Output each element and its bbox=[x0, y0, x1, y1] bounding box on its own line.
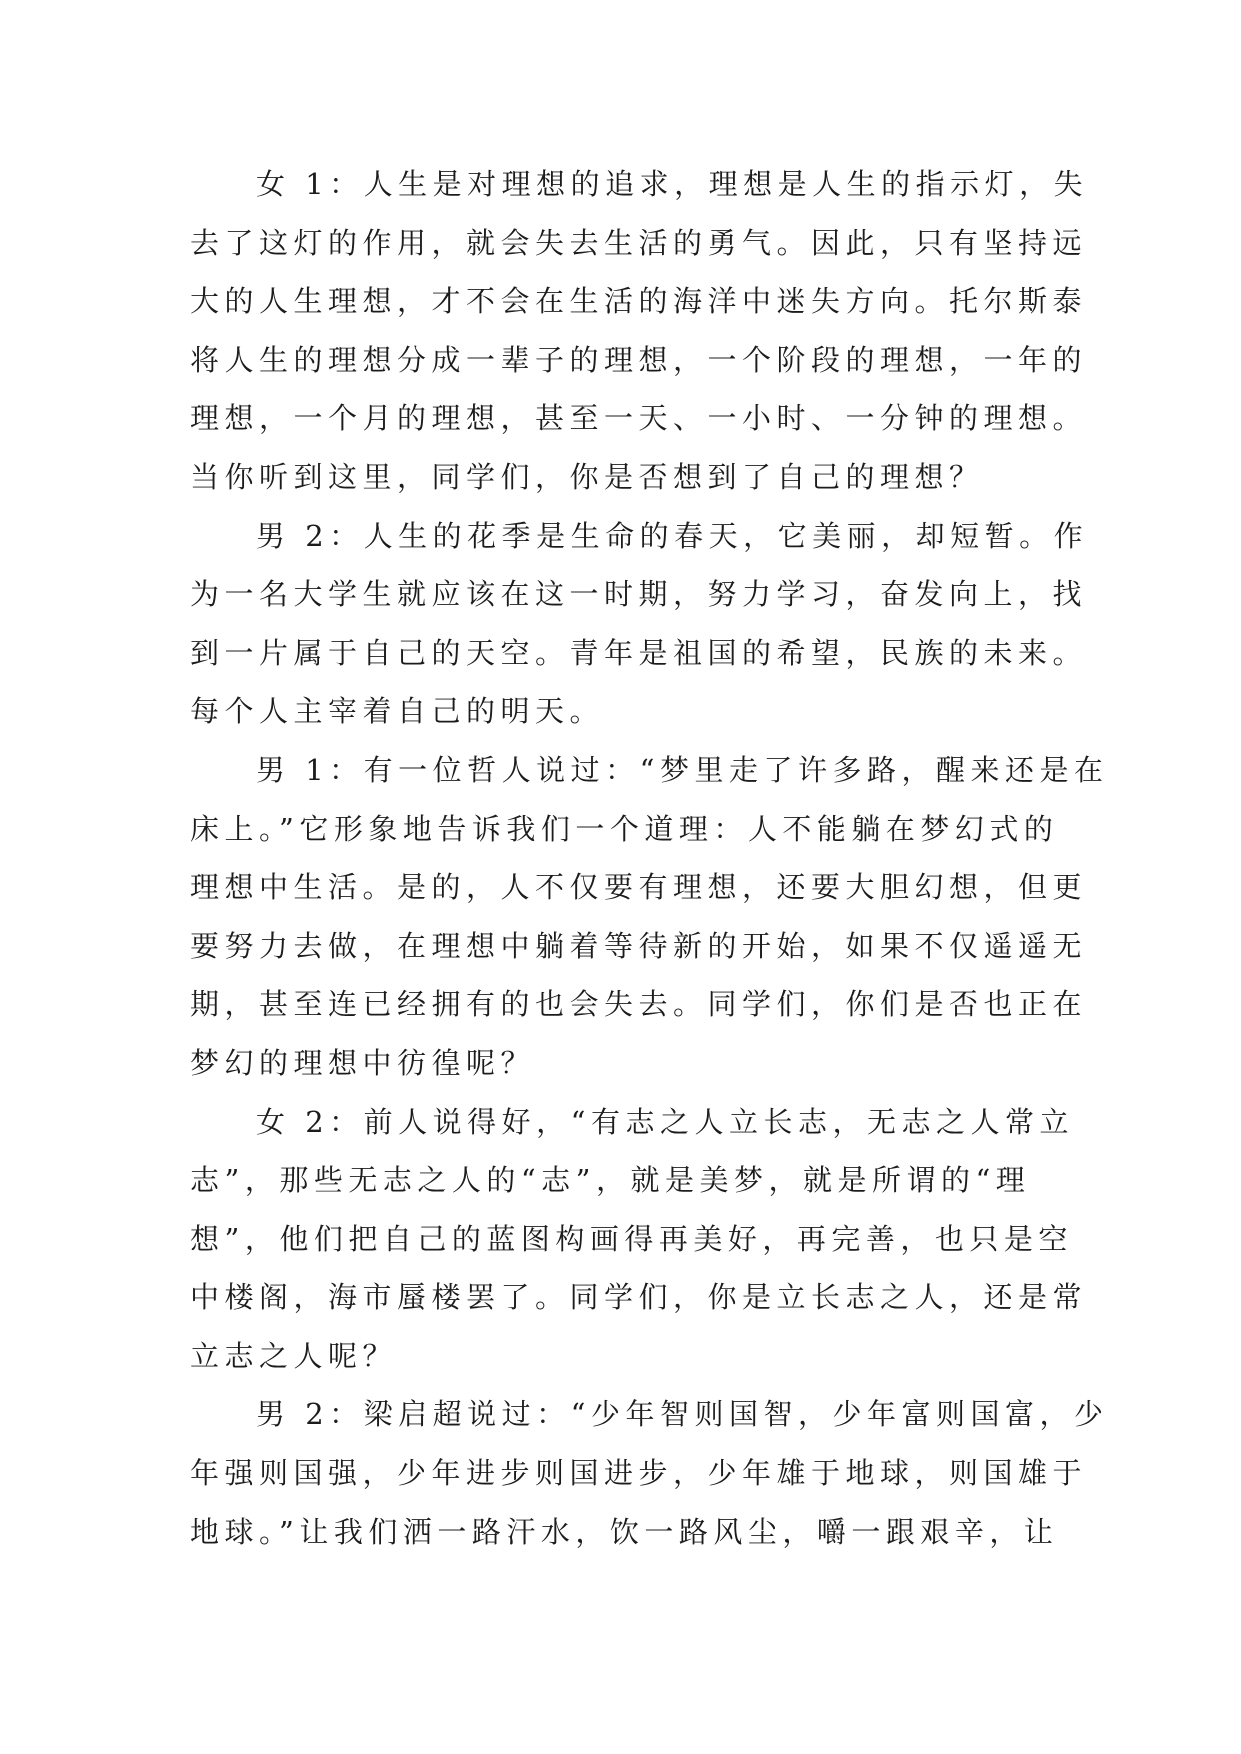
text-line: 男 1：有一位哲人说过：“梦里走了许多路，醒来还是在 bbox=[256, 752, 1109, 787]
text-line: 要努力去做，在理想中躺着等待新的开始，如果不仅遥遥无 bbox=[190, 928, 1088, 963]
text-line: 期，甚至连已经拥有的也会失去。同学们，你们是否也正在 bbox=[190, 987, 1088, 1022]
text-line: 当你听到这里，同学们，你是否想到了自己的理想？ bbox=[190, 459, 984, 494]
text-line: 理想，一个月的理想，甚至一天、一小时、一分钟的理想。 bbox=[190, 401, 1088, 436]
paragraph-female-1 bbox=[190, 155, 1089, 507]
text-line: 地球。”让我们洒一路汗水，饮一路风尘，嚼一跟艰辛，让 bbox=[190, 1514, 1059, 1549]
text-line: 男 2：人生的花季是生命的春天，它美丽，却短暂。作 bbox=[256, 518, 1089, 553]
text-line: 到一片属于自己的天空。青年是祖国的希望，民族的未来。 bbox=[190, 635, 1088, 670]
text-line: 大的人生理想，才不会在生活的海洋中迷失方向。托尔斯泰 bbox=[190, 284, 1088, 319]
text-line: 理想中生活。是的，人不仅要有理想，还要大胆幻想，但更 bbox=[190, 870, 1088, 905]
text-line: 为一名大学生就应该在这一时期，努力学习，奋发向上，找 bbox=[190, 577, 1088, 612]
text-line: 年强则国强，少年进步则国进步，少年雄于地球，则国雄于 bbox=[190, 1456, 1088, 1491]
text-line: 志”，那些无志之人的“志”，就是美梦，就是所谓的“理 bbox=[190, 1163, 1031, 1198]
paragraph-male-1 bbox=[190, 741, 1109, 1093]
paragraph-male-2-first bbox=[190, 507, 1089, 741]
text-line: 梦幻的理想中彷徨呢？ bbox=[190, 1045, 536, 1080]
text-line: 男 2：梁启超说过：“少年智则国智，少年富则国富，少 bbox=[256, 1397, 1109, 1432]
text-line: 想”，他们把自己的蓝图构画得再美好，再完善，也只是空 bbox=[190, 1221, 1073, 1256]
paragraph-male-2-second bbox=[190, 1385, 1109, 1561]
paragraph-female-2 bbox=[190, 1093, 1088, 1386]
text-line: 女 2：前人说得好，“有志之人立长志，无志之人常立 bbox=[256, 1104, 1074, 1139]
text-line: 中楼阁，海市蜃楼罢了。同学们，你是立长志之人，还是常 bbox=[190, 1280, 1088, 1315]
text-line: 床上。”它形象地告诉我们一个道理：人不能躺在梦幻式的 bbox=[190, 811, 1059, 846]
text-line: 去了这灯的作用，就会失去生活的勇气。因此，只有坚持远 bbox=[190, 225, 1088, 260]
document-body bbox=[190, 155, 1109, 1561]
text-line: 女 1：人生是对理想的追求，理想是人生的指示灯，失 bbox=[256, 167, 1089, 201]
text-line: 将人生的理想分成一辈子的理想，一个阶段的理想，一年的 bbox=[190, 342, 1088, 377]
text-line: 每个人主宰着自己的明天。 bbox=[190, 694, 605, 729]
text-line: 立志之人呢？ bbox=[190, 1338, 398, 1373]
